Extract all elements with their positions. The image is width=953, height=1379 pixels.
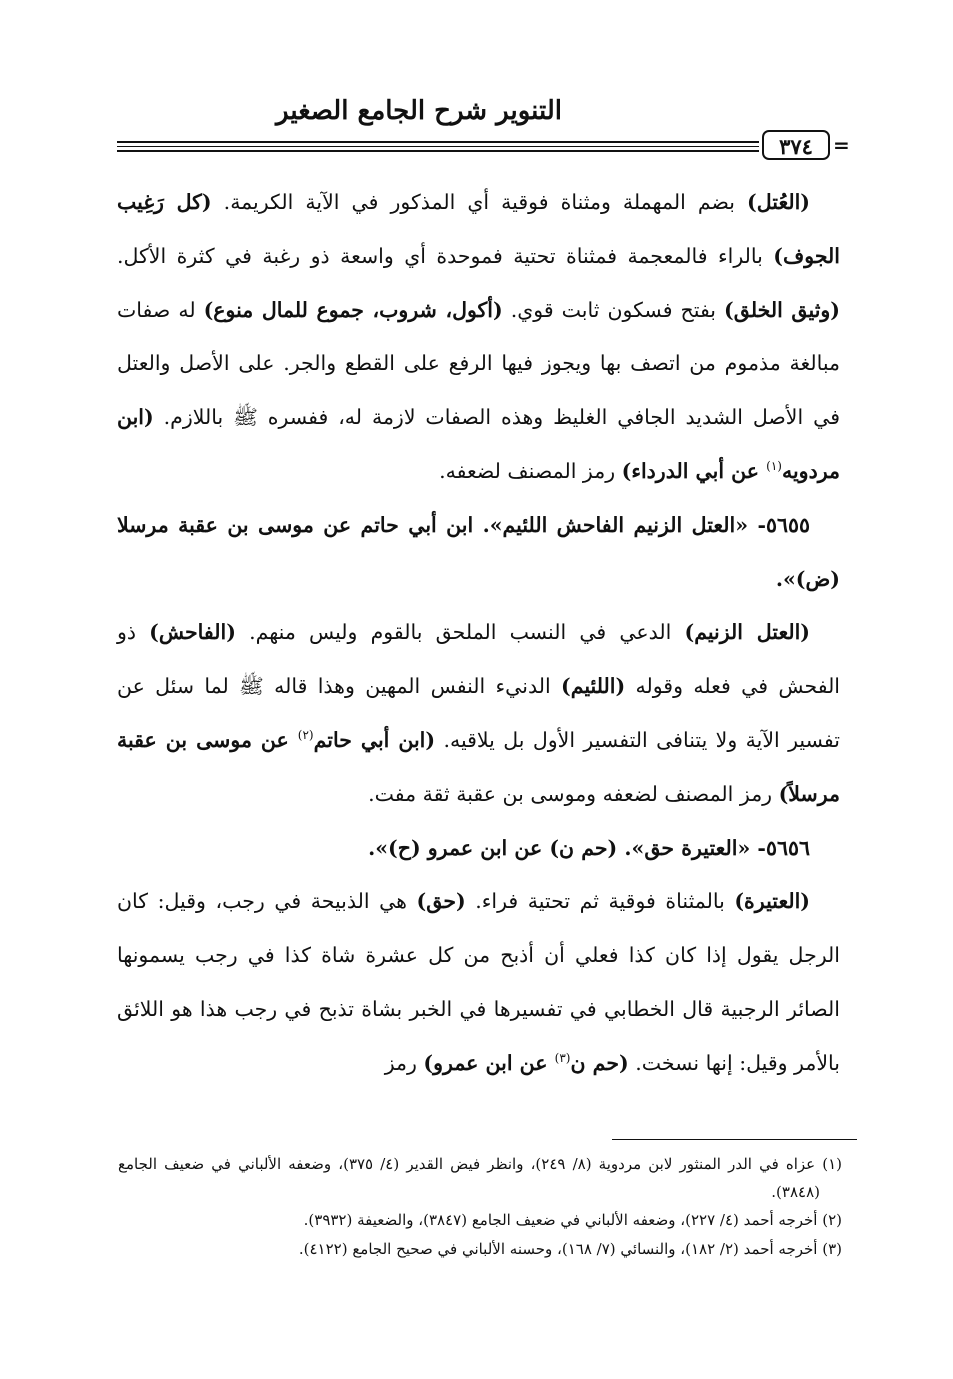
hadith-5655: [117, 499, 840, 607]
running-header-title: التنوير شرح الجامع الصغير: [276, 96, 562, 126]
lemma: (وثيق الخلق): [724, 297, 841, 322]
commentary-text: ذو الفحش في فعله وقوله: [117, 620, 841, 699]
commentary-paragraph-1: [117, 176, 840, 499]
commentary-text: رمز: [384, 1050, 424, 1075]
main-text: [117, 176, 840, 1091]
commentary-text: بالراء فالمعجمة فمثناة تحتية فموحدة أي واسعة ذو رغبة في كثرة الأكل.: [117, 243, 774, 268]
footnote-3: (٣) أخرجه أحمد (٢/ ١٨٢)، والنسائي (٧/ ١٦٨)، وحسنه الألباني في صحيح الجامع (٤١٢٢).: [298, 1239, 842, 1258]
footnote-ref-1[interactable]: (١): [766, 459, 782, 474]
lemma: (العُتل): [747, 190, 810, 214]
footnotes: [118, 1150, 842, 1263]
hadith-text: ٥٦٥٥- «العتل الزنيم الفاحش اللئيم». ابن أبي حاتم عن موسى بن عقبة مرسلا (ض)».: [117, 512, 840, 591]
commentary-text: له صفات مبالغة مذموم من اتصف بها ويجوز فيها الرفع على القطع والجر. على الأصل والعتل في الأصل الشديد الجافي الغليظ وهذه الصفات لازمة له، ففسره ﷺ باللازم.: [117, 297, 840, 430]
commentary-text: رمز المصنف لضعفه.: [439, 458, 622, 483]
source-citation: (ابن أبي حاتم: [313, 727, 436, 752]
commentary-text: الدعي في النسب الملحق بالقوم وليس منهم.: [235, 620, 685, 645]
lemma: (اللئيم): [561, 674, 626, 699]
lemma: (العتل الزنيم): [684, 620, 810, 645]
commentary-paragraph-2: [117, 606, 840, 821]
header-rule-bottom: [117, 150, 759, 152]
lemma: (الفاحش): [149, 620, 236, 645]
footnote-ref-2[interactable]: (٢): [297, 728, 314, 743]
hadith-text: ٥٦٥٦- «العتيرة حق». (حم ن) عن ابن عمرو (ح)».: [368, 835, 810, 860]
footnote-ref-3[interactable]: (٣): [554, 1050, 571, 1065]
footnote-1: (١) عزاه في الدر المنثور لابن مردوية (٨/ ٢٤٩)، وانظر فيض القدير (٤/ ٣٧٥)، وضعفه الألباني في ضعيف الجامع (٣٨٤٨).: [118, 1155, 843, 1202]
commentary-text: هي الذبيحة في رجب، وقيل: كان الرجل يقول إذا كان كذا فعلي أن أذبح من كل عشرة شاة كذا في رجب يسمونها الصائر الرجبية قال الخطابي في تفسيرها في الخبر بشاة تذبح في رجب هذا هو اللائق بالأمر وقيل: إنها نسخت.: [117, 889, 840, 1075]
commentary-text: بفتح فسكون ثابت قوي.: [502, 297, 725, 322]
commentary-text: بضم المهملة ومثناة فوقية أي المذكور في الآية الكريمة.: [211, 190, 748, 214]
page-number: ٣٧٤: [762, 130, 830, 160]
lemma: (حق): [416, 889, 466, 914]
source-citation: (حم ن: [570, 1050, 629, 1075]
lemma: (العتيرة): [734, 889, 810, 914]
commentary-paragraph-3: [117, 875, 840, 1090]
commentary-text: الدنيء النفس المهين وهذا قاله ﷺ لما سئل عن تفسير الآية ولا يتنافى التفسير الأول بل يلاقيه.: [117, 674, 840, 752]
lemma: (أكول، شروب، جموع للمال منوع): [203, 297, 503, 322]
source-citation: عن أبي الدرداء): [621, 458, 767, 483]
source-citation: عن ابن عمرو): [423, 1050, 555, 1075]
source-citation: (ابن مردويه: [117, 405, 840, 483]
footnote-separator: [612, 1139, 857, 1140]
header-rule-top: [117, 141, 759, 143]
commentary-text: رمز المصنف لضعفه وموسى بن عقبة ثقة مفت.: [368, 781, 779, 806]
footnote-2: (٢) أخرجه أحمد (٤/ ٢٢٧)، وضعفه الألباني في ضعيف الجامع (٣٨٤٧)، والضعيفة (٣٩٣٢).: [303, 1211, 842, 1230]
commentary-text: بالمثناة فوقية ثم تحتية فراء.: [465, 889, 735, 914]
hadith-5656: [117, 822, 840, 876]
page-number-mark: =: [833, 133, 850, 157]
source-citation: عن موسى بن عقبة مرسلاً): [117, 727, 840, 806]
lemma: (كل رَغِيب الجوف): [117, 190, 840, 268]
header-rule-middle: [117, 146, 759, 147]
